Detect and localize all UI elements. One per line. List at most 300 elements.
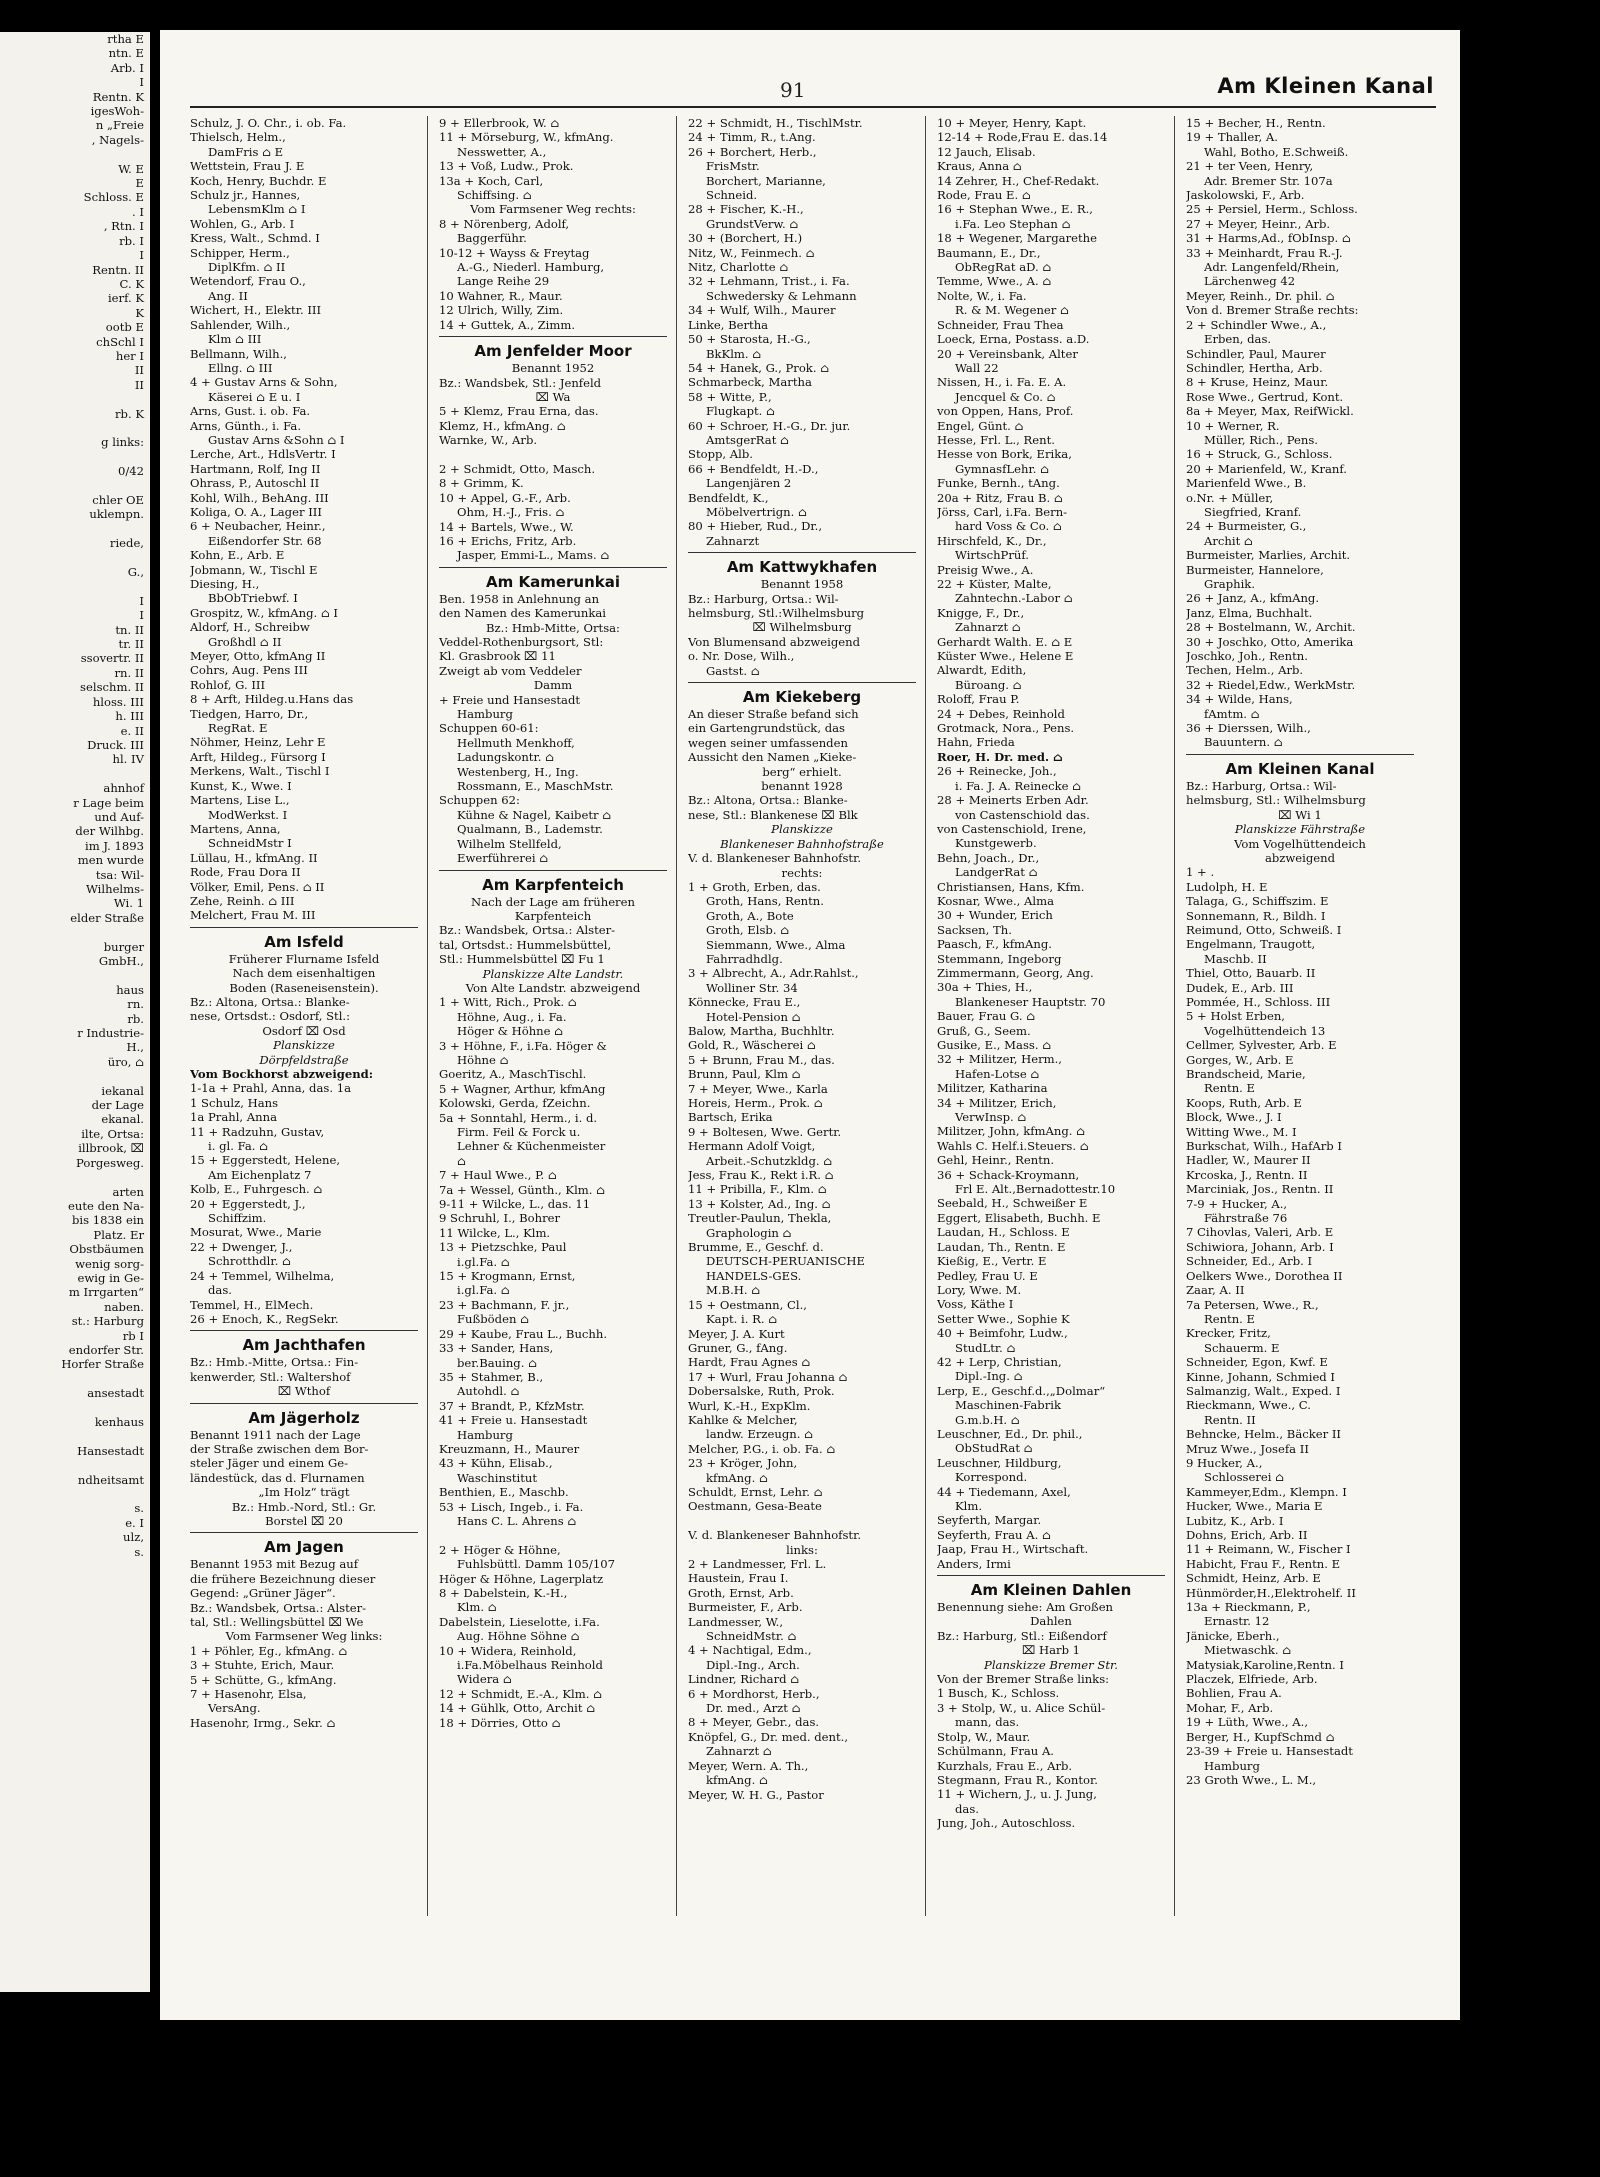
directory-entry: Wohlen, G., Arb. I bbox=[190, 216, 295, 231]
directory-entry: 26 + Janz, A., kfmAng. bbox=[1186, 591, 1320, 606]
directory-entry: Ludolph, H. E bbox=[1186, 879, 1268, 894]
directory-entry: Melcher, P.G., i. ob. Fa. ⌂ bbox=[688, 1441, 836, 1456]
directory-entry: Gehl, Heinr., Rentn. bbox=[937, 1153, 1055, 1168]
directory-entry: Rentn. II bbox=[1204, 1412, 1256, 1427]
section-divider bbox=[688, 682, 916, 683]
directory-entry: helmsburg, Stl.:Wilhelmsburg bbox=[688, 606, 865, 620]
directory-entry: VerwInsp. ⌂ bbox=[955, 1110, 1027, 1125]
directory-entry: 12 Ulrich, Willy, Zim. bbox=[439, 303, 564, 318]
directory-entry: Meyer, Otto, kfmAng II bbox=[190, 649, 326, 664]
header-rule bbox=[190, 106, 1436, 108]
left-page-line: Wi. 1 bbox=[113, 896, 144, 911]
directory-entry: Früherer Flurname Isfeld bbox=[228, 951, 380, 966]
directory-entry: Nitz, Charlotte ⌂ bbox=[688, 260, 789, 275]
directory-entry: 30a + Thies, H., bbox=[937, 980, 1033, 995]
directory-entry bbox=[439, 448, 667, 462]
directory-entry: 80 + Hieber, Rud., Dr., bbox=[688, 519, 823, 534]
directory-entry: 36 + Schack-Kroymann, bbox=[937, 1167, 1080, 1182]
left-page-line: und Auf- bbox=[94, 809, 144, 824]
column-rule bbox=[676, 116, 677, 1916]
directory-entry: Berger, H., KupfSchmd ⌂ bbox=[1186, 1729, 1335, 1744]
directory-entry: Mietwaschk. ⌂ bbox=[1204, 1643, 1292, 1658]
directory-entry: 10 + Appel, G.-F., Arb. bbox=[439, 490, 571, 505]
directory-entry: Jasper, Emmi-L., Mams. ⌂ bbox=[457, 548, 610, 563]
directory-entry: der Straße zwischen dem Bor- bbox=[190, 1441, 369, 1456]
left-page-line: , Nagels- bbox=[91, 132, 144, 147]
directory-entry: Dipl.-Ing. ⌂ bbox=[955, 1369, 1023, 1384]
directory-entry: Siemmann, Wwe., Alma bbox=[706, 937, 846, 952]
directory-entry: LebensmKlm ⌂ I bbox=[208, 202, 306, 217]
column-2 bbox=[439, 116, 667, 1986]
left-page-line bbox=[0, 147, 150, 161]
directory-entry: 36 + Dierssen, Wilh., bbox=[1186, 721, 1311, 736]
directory-entry: Maschb. II bbox=[1204, 951, 1267, 966]
directory-entry: 11 + Reimann, W., Fischer I bbox=[1186, 1542, 1351, 1557]
left-page-line: r Industrie- bbox=[77, 1026, 144, 1041]
directory-entry: V. d. Blankeneser Bahnhofstr. bbox=[688, 851, 862, 866]
directory-entry: Nöhmer, Heinz, Lehr E bbox=[190, 735, 326, 750]
directory-entry: Tiedgen, Harro, Dr., bbox=[190, 706, 309, 721]
directory-entry: 9 + Ellerbrook, W. ⌂ bbox=[439, 116, 560, 130]
directory-entry: Schuldt, Ernst, Lehr. ⌂ bbox=[688, 1484, 823, 1499]
directory-entry: Damm bbox=[533, 678, 573, 693]
directory-entry: 12 + Schmidt, E.-A., Klm. ⌂ bbox=[439, 1686, 602, 1701]
directory-entry: Groth, Hans, Rentn. bbox=[706, 894, 824, 909]
directory-entry: steler Jäger und einem Ge- bbox=[190, 1456, 348, 1471]
directory-entry: Könnecke, Frau E., bbox=[688, 995, 801, 1010]
directory-entry: 19 + Lüth, Wwe., A., bbox=[1186, 1715, 1309, 1730]
directory-entry: SchneidMstr I bbox=[208, 836, 292, 851]
directory-entry: 37 + Brandt, P., KfzMstr. bbox=[439, 1398, 585, 1413]
directory-entry: Jänicke, Eberh., bbox=[1186, 1628, 1280, 1643]
directory-entry: 19 + Thaller, A. bbox=[1186, 130, 1278, 145]
left-page-line: elder Straße bbox=[70, 910, 144, 925]
directory-entry: Benthien, E., Maschb. bbox=[439, 1485, 569, 1500]
left-page-line: rn. bbox=[127, 997, 144, 1012]
directory-entry: Lüllau, H., kfmAng. II bbox=[190, 850, 318, 865]
directory-entry: Pedley, Frau U. E bbox=[937, 1268, 1038, 1283]
directory-entry: Schindler, Hertha, Arb. bbox=[1186, 360, 1323, 375]
left-page-line: , Rtn. I bbox=[103, 219, 144, 234]
directory-entry: 11 + Pribilla, F., Klm. ⌂ bbox=[688, 1182, 827, 1197]
left-page-line: ssovertr. II bbox=[80, 651, 144, 666]
directory-entry: Rieckmann, Wwe., C. bbox=[1186, 1398, 1311, 1413]
directory-entry: i. gl. Fa. ⌂ bbox=[208, 1139, 268, 1154]
section-divider bbox=[439, 567, 667, 568]
directory-entry: Lindner, Richard ⌂ bbox=[688, 1672, 800, 1687]
directory-entry: Schipper, Herm., bbox=[190, 245, 290, 260]
directory-entry: ObRegRat aD. ⌂ bbox=[955, 260, 1052, 275]
directory-entry: Hardt, Frau Agnes ⌂ bbox=[688, 1355, 811, 1370]
directory-entry: Vom Vogelhüttendeich bbox=[1234, 836, 1366, 851]
directory-entry: Vom Bockhorst abzweigend: bbox=[190, 1067, 374, 1081]
directory-entry: Ohrass, P., Autoschl II bbox=[190, 476, 320, 491]
directory-entry: Wall 22 bbox=[955, 360, 999, 375]
directory-entry: 27 + Meyer, Heinr., Arb. bbox=[1186, 216, 1331, 231]
directory-entry: Dr. med., Arzt ⌂ bbox=[706, 1701, 801, 1716]
directory-entry: 9 + Boltesen, Wwe. Gertr. bbox=[688, 1124, 842, 1139]
directory-entry bbox=[439, 1528, 667, 1542]
directory-entry: Hellmuth Menkhoff, bbox=[457, 735, 575, 750]
directory-entry: 2 + Schindler Wwe., A., bbox=[1186, 317, 1327, 332]
directory-entry: FrisMstr. bbox=[706, 159, 760, 174]
directory-entry: Koch, Henry, Buchdr. E bbox=[190, 173, 327, 188]
directory-entry: Treutler-Paulun, Thekla, bbox=[688, 1211, 832, 1226]
directory-entry: o.Nr. + Müller, bbox=[1186, 490, 1274, 505]
directory-entry: Fuhlsbüttl. Damm 105/107 bbox=[457, 1557, 615, 1572]
directory-entry: Schrotthdlr. ⌂ bbox=[208, 1254, 291, 1269]
directory-entry: Benannt 1953 mit Bezug auf bbox=[190, 1557, 359, 1572]
directory-entry: 15 + Oestmann, Cl., bbox=[688, 1297, 807, 1312]
plan-sketch-note: Planskizze Alte Landstr. bbox=[482, 966, 624, 981]
directory-entry: nese, Ortsdst.: Osdorf, Stl.: bbox=[190, 1009, 351, 1024]
directory-entry: Dohns, Erich, Arb. II bbox=[1186, 1528, 1308, 1542]
directory-entry: von Castenschiold das. bbox=[955, 807, 1090, 822]
directory-entry: DamFris ⌂ E bbox=[208, 144, 284, 159]
left-page-line: rn. II bbox=[114, 665, 144, 680]
street-heading: Am Kiekeberg bbox=[742, 688, 862, 707]
directory-entry: Koops, Ruth, Arb. E bbox=[1186, 1095, 1302, 1110]
directory-entry: Benannt 1911 nach der Lage bbox=[190, 1427, 361, 1442]
directory-entry: Placzek, Elfriede, Arb. bbox=[1186, 1672, 1318, 1687]
directory-entry: Groth, A., Bote bbox=[706, 908, 794, 923]
plan-sketch-note: Dörpfeldstraße bbox=[259, 1052, 349, 1067]
directory-entry: DiplKfm. ⌂ II bbox=[208, 260, 286, 275]
left-page-line bbox=[0, 1372, 150, 1386]
left-page-line: W. E bbox=[118, 161, 144, 176]
directory-entry: Klm. ⌂ bbox=[457, 1600, 497, 1615]
directory-entry: Zehe, Reinh. ⌂ III bbox=[190, 893, 295, 908]
left-page-line: GmbH., bbox=[98, 954, 144, 968]
left-page-line bbox=[0, 925, 150, 939]
directory-entry: ein Gartengrundstück, das bbox=[688, 721, 845, 736]
directory-entry: Frl E. Alt.,Bernadottestr.10 bbox=[955, 1182, 1116, 1197]
directory-entry: Qualmann, B., Lademstr. bbox=[457, 822, 603, 837]
directory-entry: 3 + Höhne, F., i.Fa. Höger & bbox=[439, 1038, 607, 1053]
directory-entry: Von d. Bremer Straße rechts: bbox=[1186, 303, 1359, 318]
directory-entry: Gerhardt Walth. E. ⌂ E bbox=[937, 634, 1073, 649]
directory-entry: Schmarbeck, Martha bbox=[688, 375, 812, 390]
directory-entry: Klm ⌂ III bbox=[208, 332, 262, 347]
directory-entry: 20a + Ritz, Frau B. ⌂ bbox=[937, 490, 1063, 505]
directory-entry: 24 + Timm, R., t.Ang. bbox=[688, 130, 816, 145]
left-page-line: rb. I bbox=[119, 233, 144, 248]
directory-entry: ⌧ Wa bbox=[535, 389, 571, 404]
directory-entry: Rohlof, G. III bbox=[190, 677, 266, 692]
left-page-line: ahnhof bbox=[103, 781, 144, 796]
directory-entry: 14 + Gühlk, Otto, Archit ⌂ bbox=[439, 1701, 596, 1716]
street-heading: Am Jägerholz bbox=[248, 1408, 360, 1427]
directory-entry: 9 Schruhl, I., Bohrer bbox=[439, 1211, 561, 1226]
directory-entry: Fährstraße 76 bbox=[1204, 1211, 1288, 1226]
directory-entry: 22 + Schmidt, H., TischlMstr. bbox=[688, 116, 863, 130]
directory-entry: Burmeister, Hannelore, bbox=[1186, 562, 1324, 577]
directory-entry: 1 + Pöhler, Eg., kfmAng. ⌂ bbox=[190, 1643, 348, 1658]
directory-entry: das. bbox=[208, 1283, 232, 1298]
column-4 bbox=[937, 116, 1165, 1986]
left-page-line: haus bbox=[116, 982, 144, 997]
directory-entry: tal, Stl.: Wellingsbüttel ⌧ We bbox=[190, 1615, 364, 1629]
directory-entry: Brandscheid, Marie, bbox=[1186, 1067, 1306, 1081]
directory-entry: Schülmann, Frau A. bbox=[937, 1744, 1054, 1759]
left-page-fragment bbox=[0, 32, 150, 1992]
directory-entry: rechts: bbox=[781, 865, 823, 880]
left-page-line: kenhaus bbox=[94, 1415, 144, 1429]
directory-entry: 7a Petersen, Wwe., R., bbox=[1186, 1297, 1319, 1312]
directory-entry: Aug. Höhne Söhne ⌂ bbox=[457, 1629, 580, 1644]
left-page-line: II bbox=[134, 377, 144, 392]
directory-entry: i.gl.Fa. ⌂ bbox=[457, 1254, 510, 1269]
left-page-line: s. bbox=[134, 1501, 144, 1516]
directory-entry: 66 + Bendfeldt, H.-D., bbox=[688, 461, 819, 476]
directory-entry: Jung, Joh., Autoschloss. bbox=[937, 1816, 1076, 1831]
directory-entry: Seebald, H., Schweißer E bbox=[937, 1196, 1088, 1211]
directory-entry: Nach dem eisenhaltigen bbox=[232, 966, 376, 981]
directory-entry: SchneidMstr. ⌂ bbox=[706, 1629, 797, 1644]
directory-entry: Arft, Hildeg., Fürsorg I bbox=[190, 749, 326, 764]
directory-entry: Zaar, A. II bbox=[1186, 1283, 1245, 1298]
left-page-line bbox=[0, 421, 150, 435]
left-page-line: tr. II bbox=[118, 637, 144, 652]
directory-entry: Ben. 1958 in Anlehnung an bbox=[439, 591, 600, 606]
left-page-line: eute den Na- bbox=[68, 1198, 144, 1213]
directory-entry: Seyferth, Margar. bbox=[937, 1513, 1042, 1528]
directory-entry: Blankeneser Hauptstr. 70 bbox=[955, 994, 1106, 1009]
directory-entry: Borstel ⌧ 20 bbox=[265, 1513, 343, 1528]
left-page-line: s. bbox=[134, 1544, 144, 1559]
directory-entry: Rossmann, E., MaschMstr. bbox=[457, 779, 614, 794]
directory-entry: Groth, Ernst, Arb. bbox=[688, 1585, 794, 1600]
directory-entry: Flugkapt. ⌂ bbox=[706, 404, 775, 419]
directory-entry: i.Fa. Leo Stephan ⌂ bbox=[955, 216, 1071, 231]
left-page-line: Schloss. E bbox=[83, 190, 144, 205]
directory-entry: Vom Farmsener Weg rechts: bbox=[470, 202, 636, 217]
left-page-line: rb. K bbox=[115, 406, 144, 421]
directory-entry: Baggerführ. bbox=[457, 231, 527, 246]
directory-entry: 34 + Wilde, Hans, bbox=[1186, 692, 1293, 707]
directory-entry: Käserei ⌂ E u. I bbox=[208, 389, 301, 404]
directory-entry: 16 + Erichs, Fritz, Arb. bbox=[439, 533, 577, 548]
directory-entry: Schulz, J. O. Chr., i. ob. Fa. bbox=[190, 116, 347, 130]
directory-entry: kfmAng. ⌂ bbox=[706, 1470, 768, 1485]
directory-entry: Zahntechn.-Labor ⌂ bbox=[955, 591, 1073, 606]
left-page-line bbox=[0, 1401, 150, 1415]
directory-entry: Borchert, Marianne, bbox=[706, 173, 826, 188]
directory-entry: Stemmann, Ingeborg bbox=[937, 951, 1062, 966]
directory-entry: Wahls C. Helf.i.Steuers. ⌂ bbox=[937, 1138, 1089, 1153]
directory-entry: 3 + Stuhte, Erich, Maur. bbox=[190, 1658, 335, 1673]
directory-entry: Horeis, Herm., Prok. ⌂ bbox=[688, 1096, 823, 1110]
directory-entry: Leuschner, Ed., Dr. phil., bbox=[937, 1426, 1083, 1441]
directory-entry: AmtsgerRat ⌂ bbox=[706, 432, 789, 447]
directory-entry: Matysiak,Karoline,Rentn. I bbox=[1186, 1657, 1344, 1672]
directory-entry: 14 + Bartels, Wwe., W. bbox=[439, 519, 574, 534]
left-page-line bbox=[0, 1458, 150, 1472]
directory-entry: RegRat. E bbox=[208, 721, 268, 736]
directory-entry: Büroang. ⌂ bbox=[955, 677, 1022, 692]
directory-entry: Funke, Bernh., tAng. bbox=[937, 476, 1060, 491]
directory-entry: Militzer, John, kfmAng. ⌂ bbox=[937, 1124, 1085, 1139]
directory-entry: den Namen des Kamerunkai bbox=[439, 606, 606, 621]
directory-entry: Hans C. L. Ahrens ⌂ bbox=[457, 1513, 577, 1528]
directory-entry: Kunst, K., Wwe. I bbox=[190, 778, 292, 793]
directory-entry: 29 + Kaube, Frau L., Buchh. bbox=[439, 1326, 608, 1341]
directory-entry: Bz.: Hmb.-Nord, Stl.: Gr. bbox=[231, 1499, 377, 1514]
directory-entry: Wurl, K.-H., ExpKlm. bbox=[688, 1398, 811, 1413]
directory-entry: Martens, Lise L., bbox=[190, 793, 290, 808]
directory-entry: Eißendorfer Str. 68 bbox=[208, 533, 322, 548]
directory-entry: Brunn, Paul, Klm ⌂ bbox=[688, 1067, 801, 1082]
directory-entry: Bauuntern. ⌂ bbox=[1204, 735, 1283, 750]
directory-entry: Schiffsing. ⌂ bbox=[457, 188, 532, 203]
directory-entry: Fußböden ⌂ bbox=[457, 1312, 529, 1327]
directory-entry: Osdorf ⌧ Osd bbox=[262, 1023, 346, 1038]
directory-entry: ⌧ Wilhelmsburg bbox=[752, 620, 852, 635]
directory-entry: 7 + Meyer, Wwe., Karla bbox=[688, 1081, 828, 1096]
directory-entry: Christiansen, Hans, Kfm. bbox=[937, 879, 1085, 894]
directory-entry: 5 + Holst Erben, bbox=[1186, 1009, 1285, 1024]
directory-entry: Gorges, W., Arb. E bbox=[1186, 1052, 1294, 1067]
directory-entry: Nolte, W., i. Fa. bbox=[937, 288, 1027, 303]
directory-entry: Fahrradhdlg. bbox=[706, 951, 783, 966]
directory-entry: Nach der Lage am früheren bbox=[471, 894, 635, 909]
directory-entry: ⌧ Harb 1 bbox=[1021, 1643, 1081, 1658]
directory-entry: R. & M. Wegener ⌂ bbox=[955, 303, 1069, 318]
street-heading: Am Kattwykhafen bbox=[726, 558, 878, 577]
directory-entry: Hünmörder,H.,Elektrohelf. II bbox=[1186, 1585, 1356, 1600]
directory-entry: Jaap, Frau H., Wirtschaft. bbox=[937, 1542, 1089, 1557]
directory-entry: 4 + Gustav Arns & Sohn, bbox=[190, 375, 338, 390]
directory-entry: Balow, Martha, Buchhltr. bbox=[688, 1023, 835, 1038]
directory-entry: Schneider, Egon, Kwf. E bbox=[1186, 1355, 1328, 1370]
directory-entry: helmsburg, Stl.: Wilhelmsburg bbox=[1186, 793, 1366, 808]
section-divider bbox=[439, 336, 667, 337]
left-page-line: ewig in Ge- bbox=[77, 1270, 144, 1285]
street-heading: Am Isfeld bbox=[264, 932, 344, 951]
left-page-line: H., bbox=[126, 1040, 144, 1055]
directory-entry: Reimund, Otto, Schweiß. I bbox=[1186, 922, 1342, 937]
directory-entry: Am Eichenplatz 7 bbox=[208, 1167, 312, 1182]
directory-entry: Hesse von Bork, Erika, bbox=[937, 447, 1072, 462]
left-page-line: e. II bbox=[120, 723, 144, 738]
directory-entry: von Oppen, Hans, Prof. bbox=[937, 404, 1074, 419]
directory-entry: Laudan, Th., Rentn. E bbox=[937, 1239, 1066, 1254]
directory-entry: Mohar, F., Arb. bbox=[1186, 1700, 1274, 1715]
directory-entry: Höger & Höhne ⌂ bbox=[457, 1024, 564, 1039]
directory-entry: GymnasfLehr. ⌂ bbox=[955, 461, 1049, 476]
left-page-line: Wilhelms- bbox=[85, 881, 144, 896]
directory-entry: Thielsch, Helm., bbox=[190, 130, 286, 145]
directory-entry: Kießig, E., Vertr. E bbox=[937, 1254, 1047, 1269]
left-page-line: endorfer Str. bbox=[68, 1342, 144, 1357]
directory-entry: i.gl.Fa. ⌂ bbox=[457, 1283, 510, 1298]
directory-entry: 10-12 + Wayss & Freytag bbox=[439, 245, 590, 260]
left-page-line: E bbox=[135, 176, 144, 191]
directory-entry: Ohm, H.-J., Fris. ⌂ bbox=[457, 505, 565, 520]
directory-entry: Wichert, H., Elektr. III bbox=[190, 303, 322, 318]
plan-sketch-note: Planskizze Bremer Str. bbox=[984, 1657, 1118, 1672]
directory-entry: Dabelstein, Lieselotte, i.Fa. bbox=[439, 1614, 600, 1629]
directory-entry: 24 + Debes, Reinhold bbox=[937, 706, 1065, 721]
directory-entry: Temme, Wwe., A. ⌂ bbox=[937, 274, 1052, 289]
directory-entry: Firm. Feil & Forck u. bbox=[457, 1125, 581, 1139]
directory-entry: Schlosserei ⌂ bbox=[1204, 1470, 1285, 1485]
directory-entry: Martens, Anna, bbox=[190, 821, 281, 836]
directory-entry: Kunstgewerb. bbox=[955, 836, 1037, 851]
left-page-line: men wurde bbox=[77, 853, 144, 868]
directory-entry: Bz.: Harburg, Ortsa.: Wil- bbox=[1186, 778, 1337, 793]
directory-entry: Hirschfeld, K., Dr., bbox=[937, 533, 1047, 548]
directory-entry: Kahlke & Melcher, bbox=[688, 1412, 798, 1427]
directory-entry: Großhdl ⌂ II bbox=[208, 634, 282, 649]
directory-entry: 60 + Schroer, H.-G., Dr. jur. bbox=[688, 418, 851, 433]
directory-entry: 13 + Pietzschke, Paul bbox=[439, 1240, 567, 1255]
directory-entry: Block, Wwe., J. I bbox=[1186, 1110, 1282, 1125]
directory-entry: 20 + Eggerstedt, J., bbox=[190, 1196, 306, 1211]
directory-entry: Kress, Walt., Schmd. I bbox=[190, 231, 320, 246]
left-page-line: rb. bbox=[127, 1011, 144, 1026]
left-page-line: I bbox=[139, 75, 144, 90]
directory-entry: Bz.: Altona, Ortsa.: Blanke- bbox=[190, 994, 350, 1009]
directory-entry: 10 + Widera, Reinhold, bbox=[439, 1643, 577, 1658]
directory-entry: 32 + Riedel,Edw., WerkMstr. bbox=[1186, 677, 1356, 692]
directory-entry: 8 + Arft, Hildeg.u.Hans das bbox=[190, 692, 354, 707]
directory-entry: Westenberg, H., Ing. bbox=[457, 764, 579, 779]
street-heading: Am Karpfenteich bbox=[482, 875, 624, 894]
directory-entry: berg“ erhielt. bbox=[762, 764, 842, 779]
directory-entry: Habicht, Frau F., Rentn. E bbox=[1186, 1556, 1341, 1571]
directory-entry: 22 + Dwenger, J., bbox=[190, 1239, 293, 1254]
directory-entry: Goeritz, A., MaschTischl. bbox=[439, 1067, 587, 1082]
directory-entry: Schneider, Ed., Arb. I bbox=[1186, 1254, 1313, 1269]
directory-entry: Krecker, Fritz, bbox=[1186, 1326, 1271, 1341]
directory-entry: 34 + Wulf, Wilh., Maurer bbox=[688, 303, 836, 318]
directory-entry: 15 + Krogmann, Ernst, bbox=[439, 1269, 576, 1284]
directory-entry: DEUTSCH-PERUANISCHE bbox=[706, 1254, 865, 1269]
section-divider bbox=[190, 1403, 418, 1404]
directory-entry: 15 + Becher, H., Rentn. bbox=[1186, 116, 1326, 130]
directory-entry: 12-14 + Rode,Frau E. das.14 bbox=[937, 130, 1108, 145]
directory-entry: Joschko, Joh., Rentn. bbox=[1186, 649, 1308, 664]
left-page-line: Rentn. II bbox=[92, 262, 144, 277]
directory-entry: Loeck, Erna, Postass. a.D. bbox=[937, 332, 1090, 347]
directory-entry: Pommée, H., Schloss. III bbox=[1186, 994, 1331, 1009]
left-page-line: ndheitsamt bbox=[77, 1472, 144, 1487]
directory-entry: Schindler, Paul, Maurer bbox=[1186, 346, 1326, 361]
directory-entry: Arns, Gust. i. ob. Fa. bbox=[190, 404, 311, 419]
section-divider bbox=[190, 1532, 418, 1533]
directory-entry: ModWerkst. I bbox=[208, 807, 288, 822]
directory-entry: Hotel-Pension ⌂ bbox=[706, 1009, 801, 1024]
left-page-line: igesWoh- bbox=[90, 104, 144, 119]
directory-entry: o. Nr. Dose, Wilh., bbox=[688, 649, 795, 664]
directory-entry: Ernastr. 12 bbox=[1204, 1614, 1270, 1629]
directory-entry: Laudan, H., Schloss. E bbox=[937, 1225, 1070, 1240]
directory-entry: Sacksen, Th. bbox=[937, 922, 1012, 937]
directory-entry: Jess, Frau K., Rekt i.R. ⌂ bbox=[688, 1168, 834, 1183]
directory-entry: Hahn, Frieda bbox=[937, 735, 1015, 750]
street-heading: Am Kamerunkai bbox=[485, 572, 620, 591]
directory-entry: Lory, Wwe. M. bbox=[937, 1282, 1022, 1297]
directory-entry: Paasch, F., kfmAng. bbox=[937, 937, 1052, 952]
left-page-line: m Irrgarten“ bbox=[68, 1285, 144, 1300]
directory-entry: Kurzhals, Frau E., Arb. bbox=[937, 1758, 1073, 1773]
column-rule bbox=[1174, 116, 1175, 1916]
directory-entry: Brumme, E., Geschf. d. bbox=[688, 1240, 824, 1255]
directory-entry: i. Fa. J. A. Reinecke ⌂ bbox=[955, 778, 1082, 793]
directory-entry: Roloff, Frau P. bbox=[937, 692, 1020, 707]
directory-entry: ⌧ Wthof bbox=[277, 1384, 331, 1399]
